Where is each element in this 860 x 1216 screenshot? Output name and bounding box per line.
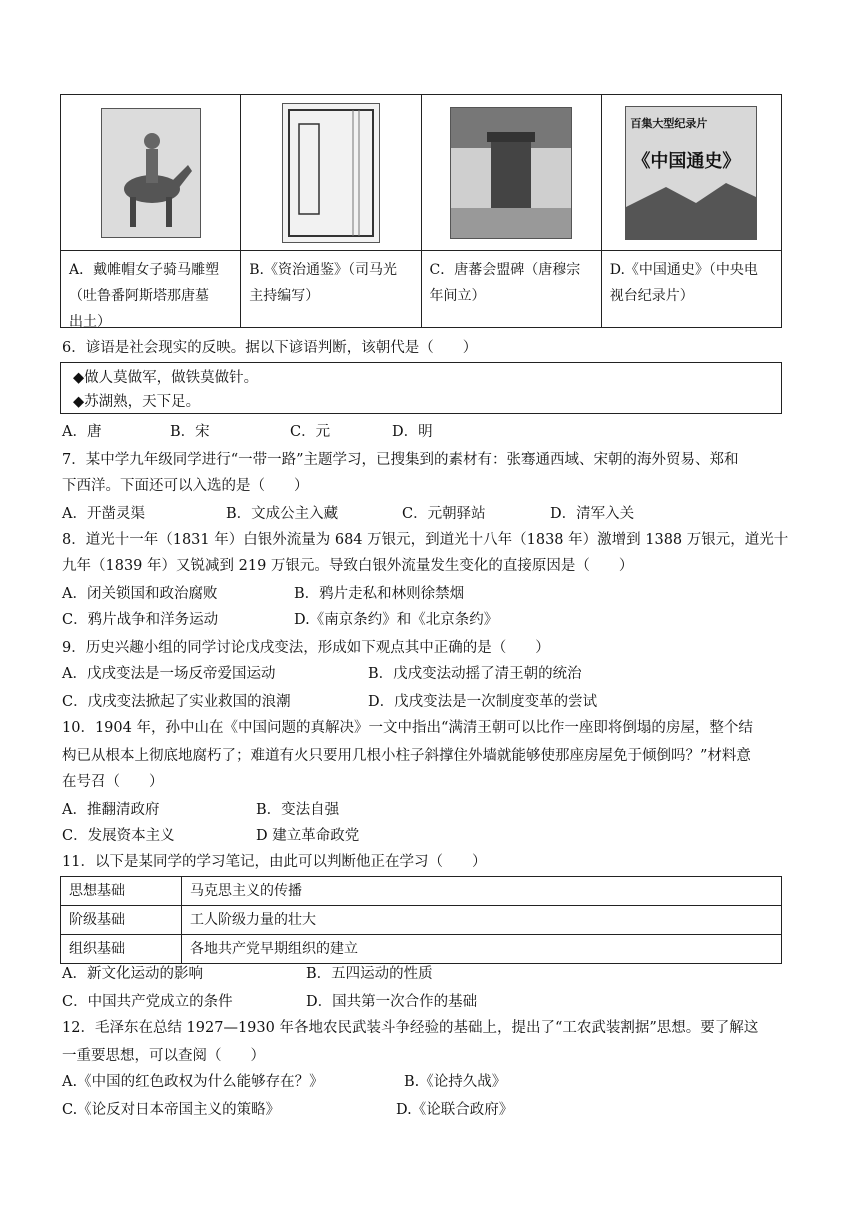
q6-option-b: B．宋	[170, 424, 210, 440]
q11-stem: 11．以下是某同学的学习笔记，由此可以判断他正在学习（ ）	[62, 854, 487, 870]
poster-title-text: 《中国通史》	[632, 150, 741, 172]
q5-option-a: A．戴帷帽女子骑马雕塑 （吐鲁番阿斯塔那唐墓 出土）	[61, 251, 241, 328]
q6-option-c: C．元	[290, 424, 331, 440]
q8-stem-line-1: 8．道光十一年（1831 年）白银外流量为 684 万银元，到道光十八年（1838 年）激增到 1388 万银元，道光十	[62, 532, 789, 548]
q5-image-d-cell	[601, 95, 781, 251]
q8-option-d: D.《南京条约》和《北京条约》	[294, 612, 499, 628]
q6-option-a: A．唐	[62, 424, 102, 440]
q11-row-1-key: 思想基础	[61, 877, 182, 906]
q10-option-a: A．推翻清政府	[62, 802, 160, 818]
q12-stem-line-1: 12．毛泽东在总结 1927—1930 年各地农民武装斗争经验的基础上，提出了“工农武装割据”思想。要了解这	[62, 1020, 759, 1036]
q11-row-3-key: 组织基础	[61, 935, 182, 964]
q11-row-3-value: 各地共产党早期组织的建立	[182, 935, 782, 964]
q9-option-a: A．戊戌变法是一场反帝爱国运动	[62, 666, 276, 682]
q9-stem: 9．历史兴趣小组的同学讨论戊戌变法，形成如下观点其中正确的是（ ）	[62, 640, 550, 656]
q8-option-c: C．鸦片战争和洋务运动	[62, 612, 219, 628]
q5-option-c: C．唐蕃会盟碑（唐穆宗 年间立）	[421, 251, 601, 328]
q12-option-a: A.《中国的红色政权为什么能够存在？》	[62, 1074, 324, 1090]
q10-option-b: B．变法自强	[256, 802, 340, 818]
q12-option-b: B.《论持久战》	[404, 1074, 507, 1090]
q11-option-d: D．国共第一次合作的基础	[306, 994, 478, 1010]
q6-proverb-box	[60, 362, 782, 414]
q5-image-a-cell	[61, 95, 241, 251]
q11-row-2-value: 工人阶级力量的壮大	[182, 906, 782, 935]
tang-tibet-stele-image	[450, 107, 572, 239]
q6-stem: 6．谚语是社会现实的反映。据以下谚语判断，该朝代是（ ）	[62, 340, 478, 356]
q6-proverb-2: ◆苏湖熟，天下足。	[73, 394, 201, 410]
q11-row-1-value: 马克思主义的传播	[182, 877, 782, 906]
q10-option-c: C．发展资本主义	[62, 828, 175, 844]
q12-stem-line-2: 一重要思想，可以查阅（ ）	[62, 1048, 265, 1064]
q7-option-b: B．文成公主入藏	[226, 506, 339, 522]
q8-stem-line-2: 九年（1839 年）又锐减到 219 万银元。导致白银外流量发生变化的直接原因是（ ）	[62, 558, 634, 574]
table-row	[61, 877, 782, 906]
table-row	[61, 906, 782, 935]
q11-option-b: B．五四运动的性质	[306, 966, 433, 982]
q11-row-2-key: 阶级基础	[61, 906, 182, 935]
q7-stem-line-2: 下西洋。下面还可以入选的是（ ）	[62, 478, 309, 494]
q8-option-a: A．闭关锁国和政治腐败	[62, 586, 218, 602]
q9-option-d: D．戊戌变法是一次制度变革的尝试	[368, 694, 598, 710]
q10-stem-line-3: 在号召（ ）	[62, 774, 164, 790]
q10-stem-line-2: 构已从根本上彻底地腐朽了；难道有火只要用几根小柱子斜撑住外墙就能够使那座房屋免于倾倒吗？”材料意	[62, 748, 751, 764]
q12-option-c: C.《论反对日本帝国主义的策略》	[62, 1102, 281, 1118]
q11-option-a: A．新文化运动的影响	[62, 966, 203, 982]
q7-option-c: C．元朝驿站	[402, 506, 486, 522]
q7-stem-line-1: 7．某中学九年级同学进行“一带一路”主题学习，已搜集到的素材有：张骞通西域、宋朝的海外贸易、郑和	[62, 452, 739, 468]
q5-option-d: D.《中国通史》（中央电 视台纪录片）	[601, 251, 781, 328]
q9-option-c: C．戊戌变法掀起了实业救国的浪潮	[62, 694, 291, 710]
table-row	[61, 935, 782, 964]
q7-option-d: D．清军入关	[550, 506, 635, 522]
q8-option-b: B．鸦片走私和林则徐禁烟	[294, 586, 465, 602]
q10-stem-line-1: 10．1904 年，孙中山在《中国问题的真解决》一文中指出“满清王朝可以比作一座即将倒塌的房屋，整个结	[62, 720, 753, 736]
q11-notes-table	[60, 876, 782, 964]
poster-top-text: 百集大型纪录片	[630, 116, 708, 130]
q10-option-d: D 建立革命政党	[256, 828, 360, 844]
book-zizhi-tongjian-image	[282, 103, 380, 243]
q7-option-a: A．开凿灵渠	[62, 506, 145, 522]
q5-image-b-cell	[241, 95, 421, 251]
q6-option-d: D．明	[392, 424, 433, 440]
q11-option-c: C．中国共产党成立的条件	[62, 994, 233, 1010]
q9-option-b: B．戊戌变法动摇了清王朝的统治	[368, 666, 582, 682]
q5-option-b: B.《资治通鉴》（司马光 主持编写）	[241, 251, 421, 328]
q6-proverb-1: ◆做人莫做军，做铁莫做针。	[73, 370, 259, 386]
documentary-poster-image	[625, 106, 757, 240]
q12-option-d: D.《论联合政府》	[396, 1102, 514, 1118]
horse-rider-statue-image	[101, 108, 201, 238]
q5-image-table	[60, 94, 782, 328]
q5-image-c-cell	[421, 95, 601, 251]
